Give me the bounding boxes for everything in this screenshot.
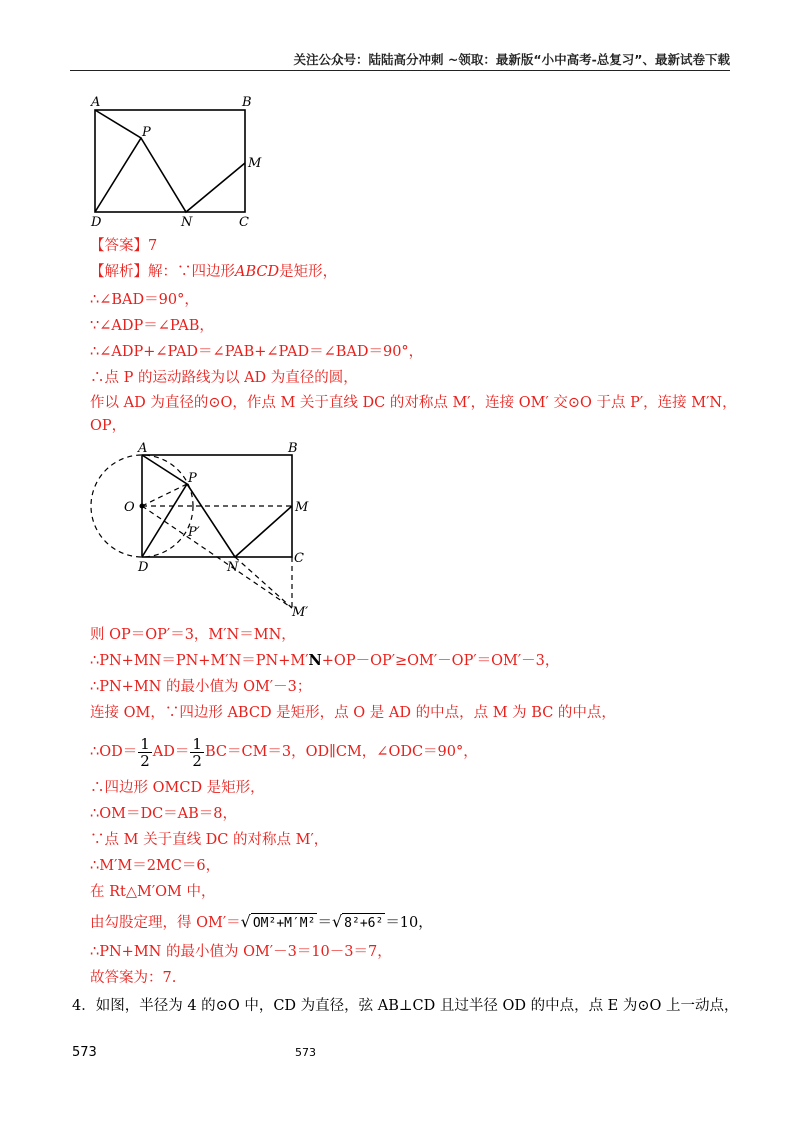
fig1-label-C: C <box>239 215 249 230</box>
fig2-label-Pprime: P′ <box>188 525 200 540</box>
fig1-label-N: N <box>181 215 193 230</box>
fig1-label-B: B <box>242 95 252 110</box>
analysis-line-6: 作以 AD 为直径的⊙O，作点 M 关于直线 DC 的对称点 M′，连接 OM′ 交⊙O 于点 P′，连接 M′N， <box>90 395 737 411</box>
analysis-line-17: 在 Rt△M′OM 中， <box>90 884 216 900</box>
page-number-center: 573 <box>295 1046 316 1059</box>
fig2-label-P: P <box>188 471 197 486</box>
fig2-label-Mprime: M′ <box>292 605 309 620</box>
page-header: 关注公众号：陆陆高分冲刺 ~领取：最新版“小中高考-总复习”、最新试卷下载 <box>293 52 730 67</box>
fig2-label-A: A <box>138 441 148 456</box>
fig1-label-A: A <box>91 95 101 110</box>
analysis-line-10: ∴PN+MN 的最小值为 OM′－3； <box>90 679 312 695</box>
figure-1-rectangle <box>85 92 275 232</box>
fig2-label-D: D <box>138 560 149 575</box>
fig2-label-B: B <box>288 441 298 456</box>
analysis-line-11: 连接 OM，∵四边形 ABCD 是矩形，点 O 是 AD 的中点，点 M 为 BC 的中点， <box>90 705 616 721</box>
analysis-line-9: ∴PN+MN＝PN+M′N＝PN+M′N+OP－OP′≥OM′－OP′＝OM′－3， <box>90 652 560 669</box>
sqrt-expression-1: OM²+M′M² <box>251 913 318 934</box>
analysis-line-3: ∵∠ADP＝∠PAB， <box>90 318 214 334</box>
analysis-line-18: 由勾股定理，得 OM′＝√ OM²+M′M² ＝√ 8²+6² ＝10， <box>90 912 433 934</box>
analysis-line-14: ∴OM＝DC＝AB＝8， <box>90 806 238 822</box>
analysis-line-16: ∴M′M＝2MC＝6， <box>90 858 221 874</box>
fig2-label-M: M <box>295 500 309 515</box>
fraction-half-1: $\frac{1}{2}$ <box>140 734 150 770</box>
analysis-line-5: ∴点 P 的运动路线为以 AD 为直径的圆， <box>90 370 358 386</box>
header-rule <box>70 70 730 71</box>
analysis-line-12: ∴OD＝ $\frac{1}{2}$ AD＝ $\frac{1}{2}$ BC＝CM＝3，OD∥CM，∠ODC＝90°， <box>90 734 478 770</box>
analysis-line-2: ∴∠BAD＝90°， <box>90 292 199 308</box>
fig1-label-D: D <box>91 215 102 230</box>
question-4-text: 4．如图，半径为 4 的⊙O 中，CD 为直径，弦 AB⊥CD 且过半径 OD 的中点，点 E 为⊙O 上一动点， <box>72 998 739 1014</box>
sqrt-expression-2: 8²+6² <box>342 913 385 934</box>
fig2-label-O: O <box>124 500 135 515</box>
fig1-label-P: P <box>142 125 151 140</box>
figure-2-construction <box>80 440 330 620</box>
analysis-line-4: ∴∠ADP+∠PAD＝∠PAB+∠PAD＝∠BAD＝90°， <box>90 344 424 360</box>
analysis-line-19: ∴PN+MN 的最小值为 OM′－3＝10－3＝7， <box>90 944 392 960</box>
fraction-half-2: $\frac{1}{2}$ <box>192 734 202 770</box>
analysis-line-20: 故答案为：7. <box>90 970 177 986</box>
page-number-left: 573 <box>72 1045 97 1060</box>
analysis-line-7: OP， <box>90 418 127 434</box>
fig2-label-N: N <box>227 560 239 575</box>
analysis-line-1: 【解析】解：∵四边形ABCD是矩形， <box>90 264 338 280</box>
analysis-line-13: ∴四边形 OMCD 是矩形， <box>90 780 265 796</box>
analysis-line-8: 则 OP＝OP′＝3，M′N＝MN， <box>90 627 296 643</box>
fig1-label-M: M <box>248 156 262 171</box>
analysis-line-15: ∵点 M 关于直线 DC 的对称点 M′， <box>90 832 329 848</box>
answer-line: 【答案】7 <box>90 238 158 254</box>
fig2-label-C: C <box>294 551 304 566</box>
